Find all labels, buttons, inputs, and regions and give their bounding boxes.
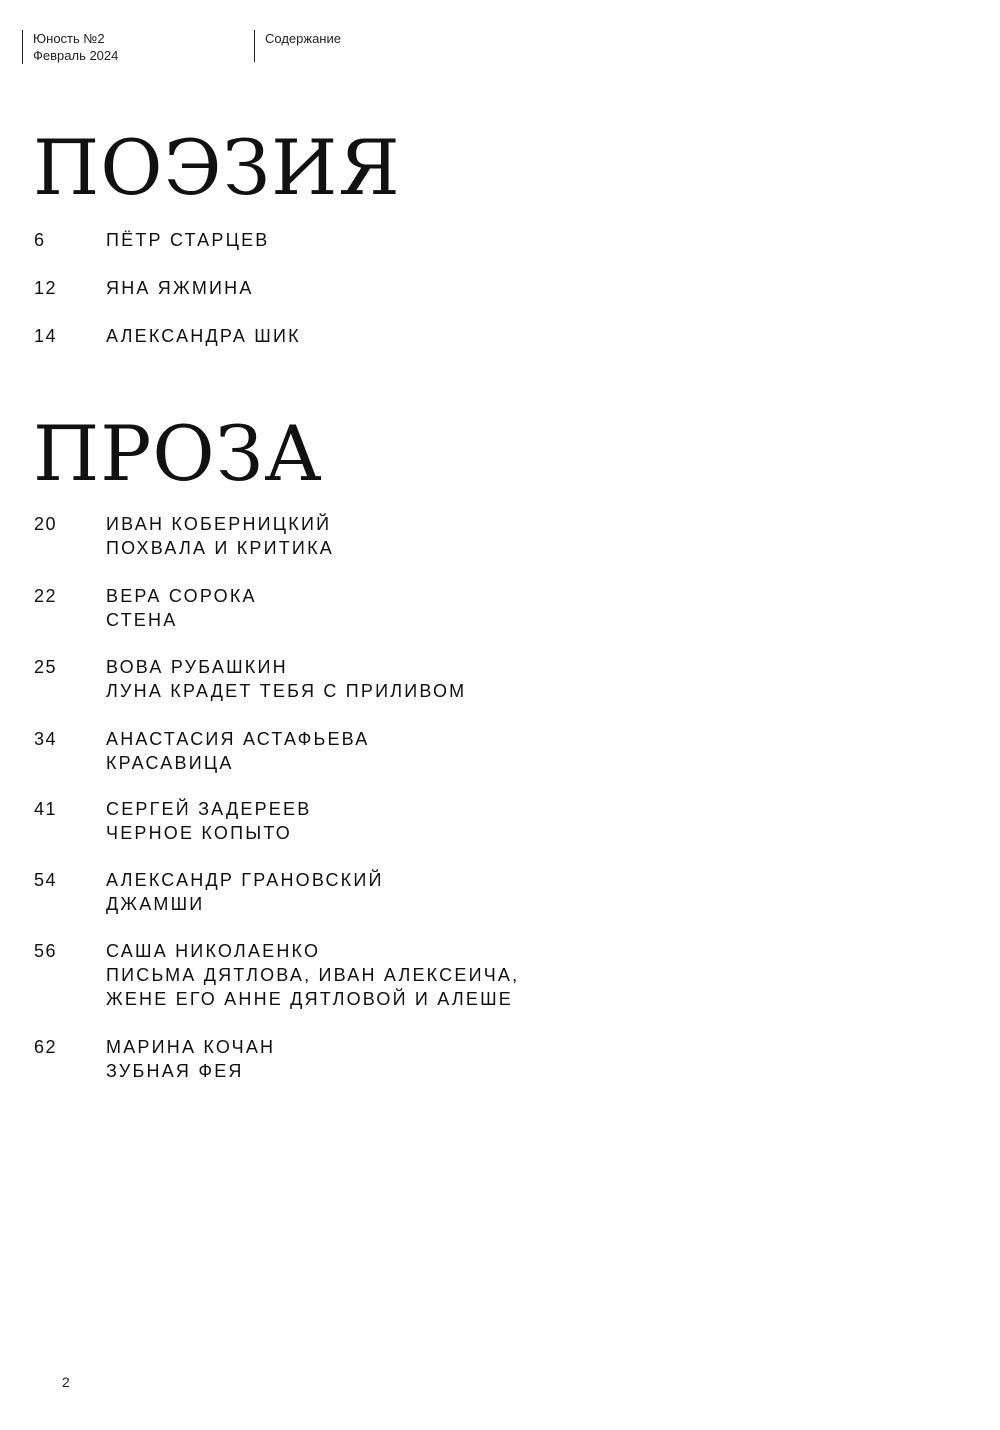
author-name: САША НИКОЛАЕНКО (106, 941, 321, 961)
page-number: 20 (34, 514, 58, 534)
issue-date: Февраль 2024 (33, 48, 119, 63)
work-title: ЗУБНАЯ ФЕЯ (106, 1061, 244, 1081)
running-header-magazine (22, 30, 118, 64)
work-title: ПОХВАЛА И КРИТИКА (106, 538, 334, 558)
page-number: 34 (34, 729, 58, 749)
work-title: КРАСАВИЦА (106, 753, 234, 773)
running-header-section (254, 30, 341, 62)
page-number: 25 (34, 657, 58, 677)
page-number: 54 (34, 870, 58, 890)
page-number: 12 (34, 278, 58, 298)
page-number: 22 (34, 586, 58, 606)
author-name: ВЕРА СОРОКА (106, 586, 257, 606)
page-number: 41 (34, 799, 58, 819)
work-title: СТЕНА (106, 610, 178, 630)
author-name: АНАСТАСИЯ АСТАФЬЕВА (106, 729, 370, 749)
page-number: 6 (34, 230, 46, 250)
page-number-footer: 2 (62, 1374, 70, 1390)
page-number: 62 (34, 1037, 58, 1057)
author-name: ПЁТР СТАРЦЕВ (106, 230, 270, 250)
magazine-name: Юность №2 (33, 31, 105, 46)
author-name: АЛЕКСАНДР ГРАНОВСКИЙ (106, 870, 384, 890)
work-title: ЧЕРНОЕ КОПЫТО (106, 823, 292, 843)
work-title: ПИСЬМА ДЯТЛОВА, ИВАН АЛЕКСЕИЧА, (106, 965, 520, 985)
work-title: ЛУНА КРАДЕТ ТЕБЯ С ПРИЛИВОМ (106, 681, 467, 701)
page-number: 14 (34, 326, 58, 346)
author-name: ИВАН КОБЕРНИЦКИЙ (106, 514, 332, 534)
author-name: ВОВА РУБАШКИН (106, 657, 288, 677)
prose-section-title: ПРОЗА (33, 409, 323, 498)
author-name: МАРИНА КОЧАН (106, 1037, 276, 1057)
work-title: ДЖАМШИ (106, 894, 205, 914)
poetry-section-title: ПОЭЗИЯ (33, 123, 401, 212)
author-name: АЛЕКСАНДРА ШИК (106, 326, 301, 346)
page-number: 56 (34, 941, 58, 961)
work-title-continued: ЖЕНЕ ЕГО АННЕ ДЯТЛОВОЙ И АЛЕШЕ (106, 989, 513, 1009)
author-name: СЕРГЕЙ ЗАДЕРЕЕВ (106, 799, 312, 819)
section-name: Содержание (265, 31, 341, 46)
author-name: ЯНА ЯЖМИНА (106, 278, 254, 298)
